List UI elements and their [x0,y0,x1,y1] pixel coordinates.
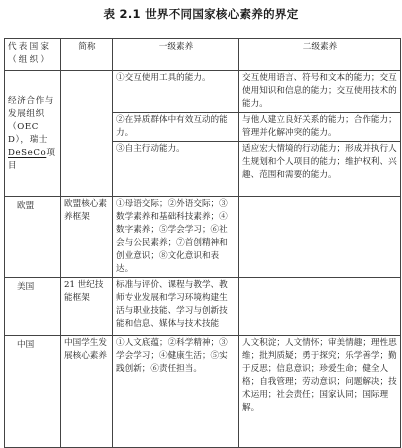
header-country: 代表国家（组织） [5,39,61,71]
short-name-cell-usa: 21 世纪技能框架 [61,278,113,336]
table-caption: 表 2.1 世界不同国家核心素养的界定 [103,7,299,21]
country-cell-oecd [5,71,61,197]
level-two-cell: 交互使用语言、符号和文本的能力；交互使用知识和信息的能力；交互使用技术的能力。 [239,71,401,113]
country-cell-eu: 欧盟 [5,197,61,278]
table-row [5,71,401,113]
level-one-cell: ①人文底蕴；②科学精神；③学会学习；④健康生活；⑤实践创新；⑥责任担当。 [113,336,239,448]
header-level-two: 二级素养 [239,39,401,71]
header-short-name: 简称 [61,39,113,71]
level-one-cell: ①交互使用工具的能力。 [113,71,239,113]
short-name-cell-china: 中国学生发展核心素养 [61,336,113,448]
short-name-cell-eu: 欧盟核心素养框架 [61,197,113,278]
country-oecd-suffix: 项目 [8,147,56,171]
table-row [5,336,401,448]
level-one-cell: ③自主行动能力。 [113,142,239,197]
level-two-cell: 人文积淀；人文情怀；审美情趣；理性思维；批判质疑；勇于探究；乐学善学；勤于反思；信息意识；珍爱生命；健全人格；自我管理；劳动意识；问题解决；技术运用；社会责任；国家认同；国际理解。 [239,336,401,448]
header-level-one: 一级素养 [113,39,239,71]
table-row [5,197,401,278]
level-two-cell: 与他人建立良好关系的能力；合作能力；管理并化解冲突的能力。 [239,113,401,142]
country-oecd-deseco: DeSeCo [8,147,47,158]
country-cell-china: 中国 [5,336,61,448]
level-two-cell [239,278,401,336]
level-one-cell: ①母语交际；②外语交际；③数学素养和基础科技素养；④数字素养；⑤学会学习；⑥社会与公民素养；⑦首创精神和创业意识；⑧文化意识和表达。 [113,197,239,278]
level-two-cell: 适应宏大情境的行动能力；形成并执行人生规划和个人项目的能力；维护权利、兴趣、范围和需要的能力。 [239,142,401,197]
level-two-cell [239,197,401,278]
short-name-cell-oecd [61,71,113,197]
country-oecd-line1: 经济合作与发展组织 [8,95,54,119]
table-header-row [5,39,401,71]
core-competency-table [4,38,401,448]
country-oecd-line2: （OECD），瑞士 [8,121,48,145]
level-one-cell: ②在异质群体中有效互动的能力。 [113,113,239,142]
country-cell-usa: 美国 [5,278,61,336]
table-row [5,278,401,336]
level-one-cell: 标准与评价、课程与教学、教师专业发展和学习环境构建生活与职业技能、学习与创新技能和信息、媒体与技术技能 [113,278,239,336]
